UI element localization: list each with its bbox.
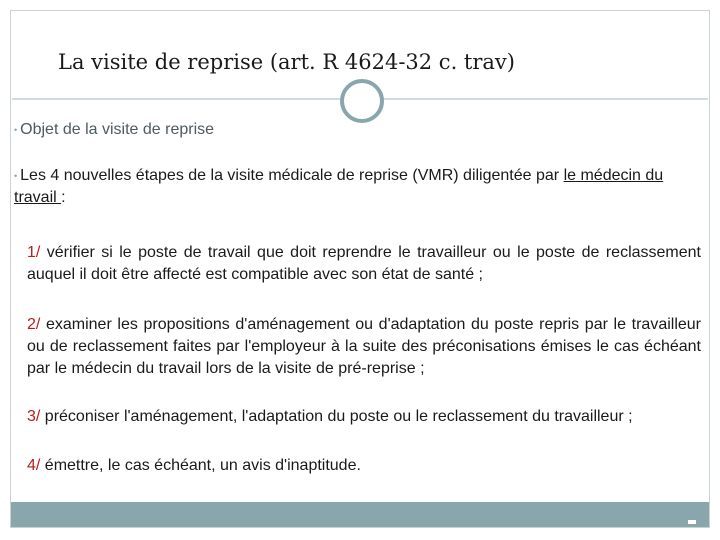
bullet-etapes-colon: : (61, 189, 66, 207)
step-number: 1/ (27, 244, 41, 261)
page-number-mark (688, 520, 696, 524)
step-number: 2/ (27, 316, 41, 333)
bullet-dot-icon: • (14, 124, 18, 135)
bullet-dot-icon: • (14, 171, 18, 181)
step-item-3 (27, 406, 701, 428)
step-text: préconiser l'aménagement, l'adaptation du poste ou le reclassement du travailleur ; (40, 408, 633, 425)
step-item-2 (27, 314, 701, 380)
bullet-etapes-underlined: le médecin du travail (14, 167, 664, 207)
step-item-1 (27, 242, 701, 286)
step-text: examiner les propositions d'aménagement ou d'adaptation du poste repris par le travailleur ou de reclassement faites par l'employeur à la suite des préconisations émises le cas échéant par le médecin du travail lors de la visite de pré-reprise ; (27, 316, 701, 377)
bullet-objet (14, 121, 214, 139)
slide-title: La visite de reprise (art. R 4624-32 c. trav) (58, 50, 515, 74)
footer-bar (11, 502, 709, 527)
step-text: vérifier si le poste de travail que doit reprendre le travailleur ou le poste de reclassement auquel il doit être affecté est compatible avec son état de santé ; (27, 244, 701, 283)
step-number: 4/ (27, 457, 41, 474)
step-number: 3/ (27, 408, 41, 425)
bullet-etapes (14, 165, 704, 209)
step-item-4 (27, 455, 701, 477)
bullet-etapes-text: Les 4 nouvelles étapes de la visite médicale de reprise (VMR) diligentée par (20, 167, 564, 185)
bullet-objet-text: Objet de la visite de reprise (20, 121, 215, 138)
circle-ornament-icon (340, 79, 384, 123)
step-text: émettre, le cas échéant, un avis d'inaptitude. (40, 457, 361, 474)
